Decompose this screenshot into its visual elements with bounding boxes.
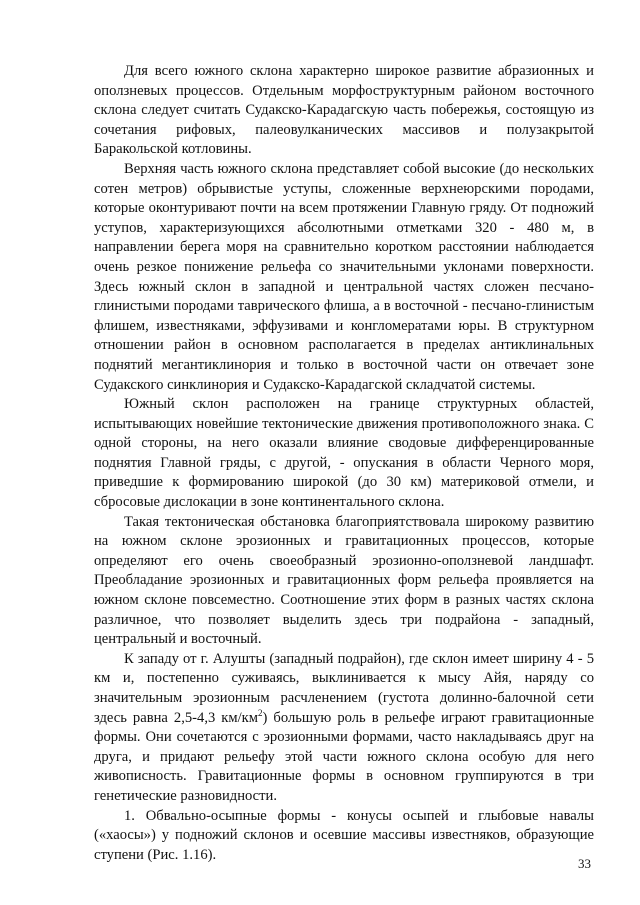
paragraph-5	[94, 650, 594, 807]
paragraph-2: Верхняя часть южного склона представляет собой высокие (до нескольких сотен метров) обрывистые уступы, сложенные верхнеюрскими породами, которые оконтуривают почти на всем протяжении Главную гряду. От подножий уступов, характеризующихся абсолютными отметками 320 - 480 м, в направлении берега моря на сравнительно коротком расстоянии наблюдается очень резкое понижение рельефа со значительными уклонами поверхности. Здесь южный склон в западной и центральной частях сложен песчано-глинистыми породами таврического флиша, а в восточной - песчано-глинистым флишем, известняками, эффузивами и конгломератами юры. В структурном отношении район в основном располагается в пределах антиклинальных поднятий мегантиклинория и только в восточной части он отвечает зоне Судакского синклинория и Судакско-Карадагской складчатой системы.	[94, 160, 594, 393]
superscript: 2	[258, 707, 263, 718]
paragraph-5-text-a: К западу от г. Алушты (западный подрайон), где склон имеет ширину 4 - 5 км и, постепенно суживаясь, выклинивается к мысу Айя, наряду со значительным эрозионным расчленением (густота долинно-балочной сети здесь равна 2,5-4,3 км/км	[94, 650, 594, 726]
paragraph-6: 1. Обвально-осыпные формы - конусы осыпей и глыбовые навалы («хаосы») у подножий склонов и осевшие массивы известняков, образующие ступени (Рис. 1.16).	[94, 807, 594, 863]
paragraph-5-text-b: ) большую роль в рельефе играют гравитационные формы. Они сочетаются с эрозионными формами, часто накладываясь друг на друга, и придают рельефу этой части южного склона особую для него живописность. Гравитационные формы в основном группируются в три генетические разновидности.	[94, 709, 594, 804]
paragraph-1: Для всего южного склона характерно широкое развитие абразионных и оползневых процессов. Отдельным морфоструктурным районом восточного склона следует считать Судакско-Карадагскую часть побережья, состоящую из сочетания рифовых, палеовулканических массивов и полузакрытой Баракольской котловины.	[94, 63, 594, 158]
document-body	[94, 62, 594, 865]
paragraph-3: Южный склон расположен на границе структурных областей, испытывающих новейшие тектонические движения противоположного знака. С одной стороны, на него оказали влияние сводовые дифференцированные поднятия Главной гряды, с другой, - опускания в области Черного моря, приведшие к формированию широкой (до 30 км) материковой отмели, и сбросовые дислокации в зоне континентального склона.	[94, 396, 594, 511]
paragraph-4: Такая тектоническая обстановка благоприятствовала широкому развитию на южном склоне эрозионных и гравитационных процессов, которые определяют его очень своеобразный эрозионно-оползневой ландшафт. Преобладание эрозионных и гравитационных форм рельефа проявляется на южном склоне повсеместно. Соотношение этих форм в разных частях склона различное, что позволяет выделить здесь три подрайона - западный, центральный и восточный.	[94, 513, 594, 648]
page-number: 33	[578, 856, 591, 871]
